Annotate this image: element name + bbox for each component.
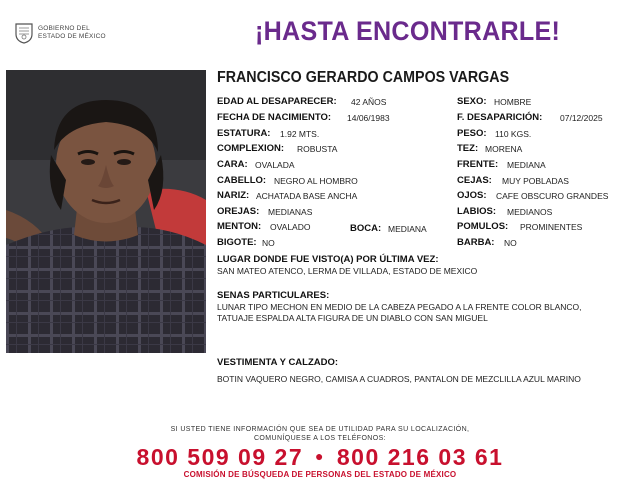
mustache-value: NO: [262, 238, 275, 248]
lips-value: MEDIANOS: [507, 207, 553, 217]
marks-line-2: TATUAJE ESPALDA ALTA FIGURA DE UN DIABLO CON SAN MIGUEL: [217, 313, 488, 323]
face-value: OVALADA: [255, 160, 295, 170]
height-label: ESTATURA:: [217, 128, 271, 139]
beard-label: BARBA:: [457, 237, 495, 248]
sex-value: HOMBRE: [494, 97, 532, 107]
chin-label: MENTON:: [217, 221, 262, 232]
disappearance-date-value: 07/12/2025: [560, 113, 603, 123]
hair-label: CABELLO:: [217, 175, 267, 186]
phone-number-1[interactable]: 800 509 09 27: [136, 444, 304, 470]
commission-name: COMISIÓN DE BÚSQUEDA DE PERSONAS DEL ESTADO DE MÉXICO: [183, 470, 457, 479]
nose-value: ACHATADA BASE ANCHA: [256, 191, 358, 201]
logo-line-1: GOBIERNO DEL: [38, 25, 90, 32]
mustache-label: BIGOTE:: [217, 237, 257, 248]
build-value: ROBUSTA: [297, 144, 338, 154]
age-label: EDAD AL DESAPARECER:: [217, 96, 337, 107]
chin-value: OVALADO: [270, 222, 311, 232]
mouth-label: BOCA:: [350, 223, 382, 234]
person-name: FRANCISCO GERARDO CAMPOS VARGAS: [217, 69, 510, 86]
missing-person-photo: [6, 70, 206, 353]
ears-label: OREJAS:: [217, 206, 260, 217]
age-value: 42 AÑOS: [351, 97, 387, 107]
cheekbones-label: POMULOS:: [457, 221, 509, 232]
weight-label: PESO:: [457, 128, 487, 139]
forehead-label: FRENTE:: [457, 159, 499, 170]
ears-value: MEDIANAS: [268, 207, 313, 217]
contact-note-line-2: COMUNÍQUESE A LOS TELÉFONOS:: [253, 435, 387, 442]
eyebrows-label: CEJAS:: [457, 175, 492, 186]
government-logo: [14, 22, 124, 46]
logo-line-2: ESTADO DE MÉXICO: [38, 33, 106, 40]
marks-line-1: LUNAR TIPO MECHON EN MEDIO DE LA CABEZA PEGADO A LA FRENTE COLOR BLANCO,: [217, 302, 582, 312]
cheekbones-value: PROMINENTES: [520, 222, 583, 232]
beard-value: NO: [504, 238, 517, 248]
headline: ¡HASTA ENCONTRARLE!: [255, 16, 561, 46]
mouth-value: MEDIANA: [388, 224, 427, 234]
height-value: 1.92 MTS.: [280, 129, 320, 139]
nose-label: NARIZ:: [217, 190, 250, 201]
clothing-title: VESTIMENTA Y CALZADO:: [217, 357, 339, 368]
forehead-value: MEDIANA: [507, 160, 546, 170]
phone-numbers: [0, 444, 640, 471]
face-label: CARA:: [217, 159, 248, 170]
marks-title: SENAS PARTICULARES:: [217, 290, 330, 301]
weight-value: 110 KGS.: [495, 129, 532, 139]
phone-number-2[interactable]: 800 216 03 61: [336, 444, 504, 470]
hair-value: NEGRO AL HOMBRO: [274, 176, 358, 186]
eyes-value: CAFE OBSCURO GRANDES: [496, 191, 609, 201]
complexion-value: MORENA: [485, 144, 523, 154]
eyebrows-value: MUY POBLADAS: [502, 176, 569, 186]
last-seen-text: SAN MATEO ATENCO, LERMA DE VILLADA, ESTADO DE MEXICO: [217, 266, 478, 276]
complexion-label: TEZ:: [457, 143, 479, 154]
birthdate-label: FECHA DE NACIMIENTO:: [217, 112, 331, 123]
coat-of-arms-icon: [14, 22, 34, 44]
contact-note-line-1: SI USTED TIENE INFORMACIÓN QUE SEA DE UTILIDAD PARA SU LOCALIZACIÓN,: [170, 426, 470, 433]
clothing-text: BOTIN VAQUERO NEGRO, CAMISA A CUADROS, PANTALON DE MEZCLILLA AZUL MARINO: [217, 374, 581, 384]
last-seen-title: LUGAR DONDE FUE VISTO(A) POR ÚLTIMA VEZ:: [217, 254, 439, 265]
separator-dot-icon: ●: [315, 448, 325, 464]
birthdate-value: 14/06/1983: [347, 113, 390, 123]
sex-label: SEXO:: [457, 96, 487, 107]
lips-label: LABIOS:: [457, 206, 497, 217]
disappearance-date-label: F. DESAPARICIÓN:: [457, 112, 543, 123]
build-label: COMPLEXION:: [217, 143, 285, 154]
eyes-label: OJOS:: [457, 190, 487, 201]
